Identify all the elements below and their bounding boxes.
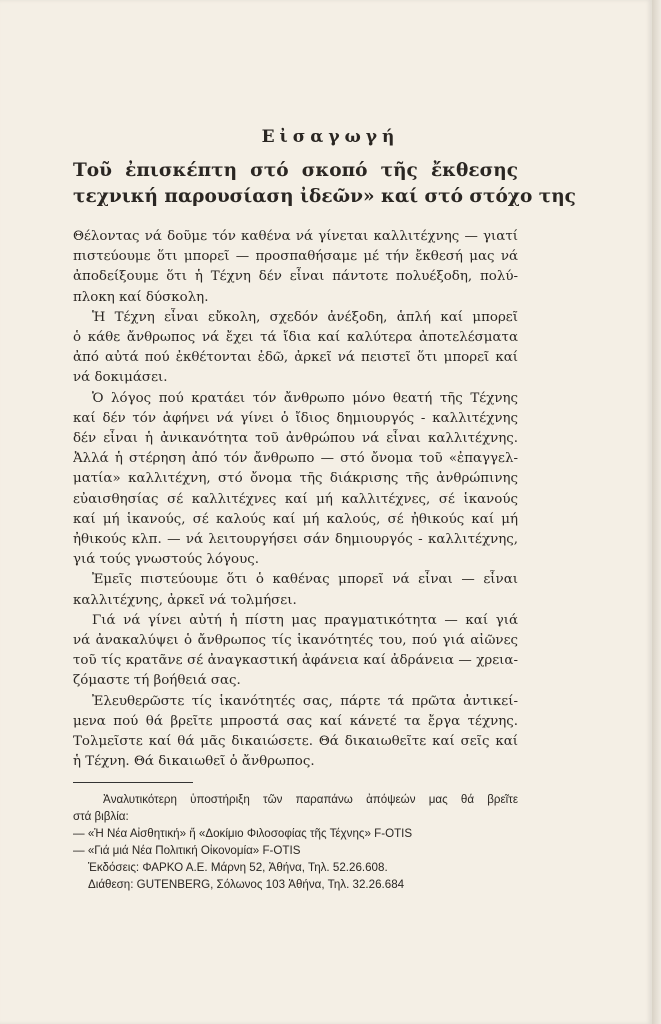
heading-line: τεχνική παρουσίαση ἰδεῶν» καί στό στόχο της [73, 186, 576, 207]
body-line: ματία» καλλιτέχνη, στό ὄνομα τῆς διάκρισης τῆς ἀνθρώπινης [73, 471, 518, 487]
footnote-line: Ἐκδόσεις: ΦΑΡΚΟ Α.Ε. Μάρνη 52, Ἀθήνα, Τηλ. 52.26.608. [88, 861, 388, 874]
body-line: νά δοκιμάσει. [73, 370, 168, 386]
body-line: ἠθικούς κλπ. — νά λειτουργήσει σάν δημιουργός - καλλιτέχνης, [73, 532, 518, 547]
footnote-divider [73, 782, 193, 783]
page-title: Εἰσαγωγή [261, 127, 400, 147]
body-line: ζόμαστε τή βοήθειά σας. [73, 673, 241, 689]
body-line: τοῦ τίς κρατᾶνε σέ ἀναγκαστική ἀφάνεια καί ἀδράνεια — χρεια- [73, 653, 518, 669]
body-line: Τολμεῖστε καί θά μᾶς δικαιώσετε. Θά δικαιωθεῖτε καί σεῖς καί [73, 734, 518, 749]
footnote-line: στά βιβλία: [73, 810, 129, 823]
body-line: Θέλοντας νά δοῦμε τόν καθένα νά γίνεται καλλιτέχνης — γιατί [73, 229, 518, 244]
body-line: γιά τούς γνωστούς λόγους. [73, 552, 259, 568]
body-line: πιστεύουμε ὅτι μπορεῖ — προσπαθήσαμε μέ τήν ἔκθεσή μας νά [73, 249, 518, 265]
footnote-line: — «Ἡ Νέα Αἰσθητική» ἤ «Δοκίμιο Φιλοσοφίας τῆς Τέχνης» F-OTIS [73, 827, 413, 840]
body-line: Ἐμεῖς πιστεύουμε ὅτι ὁ καθένας μπορεῖ νά εἶναι — εἶναι [92, 572, 518, 588]
body-line: καλλιτέχνης, ἀρκεῖ νά τολμήσει. [73, 592, 297, 608]
page-edge [652, 0, 661, 1024]
body-line: ἀπό αὐτά πού ἐκθέτονται ἐδῶ, ἀρκεῖ νά πειστεῖ ὅτι μπορεῖ καί [73, 350, 518, 366]
body-line: καί δέν τόν ἀφήνει νά γίνει ὁ ἴδιος δημιουργός - καλλιτέχνης [73, 410, 518, 426]
body-line: πλοκη καί δύσκολη. [73, 289, 209, 305]
body-line: Γιά νά γίνει αὐτή ἡ πίστη μας πραγματικότητα — καί γιά [92, 612, 518, 628]
footnote-line: Ἀναλυτικότερη ὑποστήριξη τῶν παραπάνω ἀπόψεών μας θά βρεῖτε [103, 793, 518, 806]
body-line: ὁ κάθε ἄνθρωπος νά ἔχει τά ἴδια καί καλύτερα ἀποτελέσματα [73, 330, 518, 345]
heading-line: Τοῦ ἐπισκέπτη στό σκοπό τῆς ἔκθεσης [73, 160, 518, 181]
body-line: Ἡ Τέχνη εἶναι εὔκολη, σχεδόν ἀνέξοδη, ἁπλή καί μπορεῖ [92, 309, 518, 325]
body-line: ἡ Τέχνη. Θά δικαιωθεῖ ὁ ἄνθρωπος. [73, 754, 315, 770]
body-line: καί μή ἱκανούς, σέ καλούς καί μή καλούς, σέ ἠθικούς καί μή [73, 511, 518, 527]
body-line: Ἀλλά ἡ στέρηση ἀπό τόν ἄνθρωπο — στό ὄνομα τοῦ «ἐπαγγελ- [73, 451, 518, 467]
body-line: νά ἀνακαλύψει ὁ ἄνθρωπος τίς ἱκανότητές του, πού γιά αἰῶνες [73, 633, 518, 648]
body-line: εὐαισθησίας σέ καλλιτέχνες καί μή καλλιτέχνες, σέ ἱκανούς [73, 491, 518, 507]
body-line: μενα πού θά βρεῖτε μπροστά σας καί κάνετέ τα ἔργα τέχνης. [73, 713, 518, 729]
body-line: δέν εἶναι ἡ ἀνικανότητα τοῦ ἀνθρώπου νά εἶναι καλλιτέχνης. [73, 431, 518, 446]
body-line: Ἐλευθερῶστε τίς ἱκανότητές σας, πάρτε τά πρῶτα ἀντικεί- [92, 693, 518, 709]
footnote-line: Διάθεση: GUTENBERG, Σόλωνος 103 Ἀθήνα, Τηλ. 32.26.684 [88, 878, 405, 891]
body-line: Ὁ λόγος πού κρατάει τόν ἄνθρωπο μόνο θεατή τῆς Τέχνης [92, 390, 518, 406]
body-line: ἀποδείξουμε ὅτι ἡ Τέχνη δέν εἶναι πάντοτε πολυέξοδη, πολύ- [73, 269, 518, 285]
footnote-line: — «Γιά μιά Νέα Πολιτική Οἰκονομία» F-OTIS [73, 844, 301, 857]
